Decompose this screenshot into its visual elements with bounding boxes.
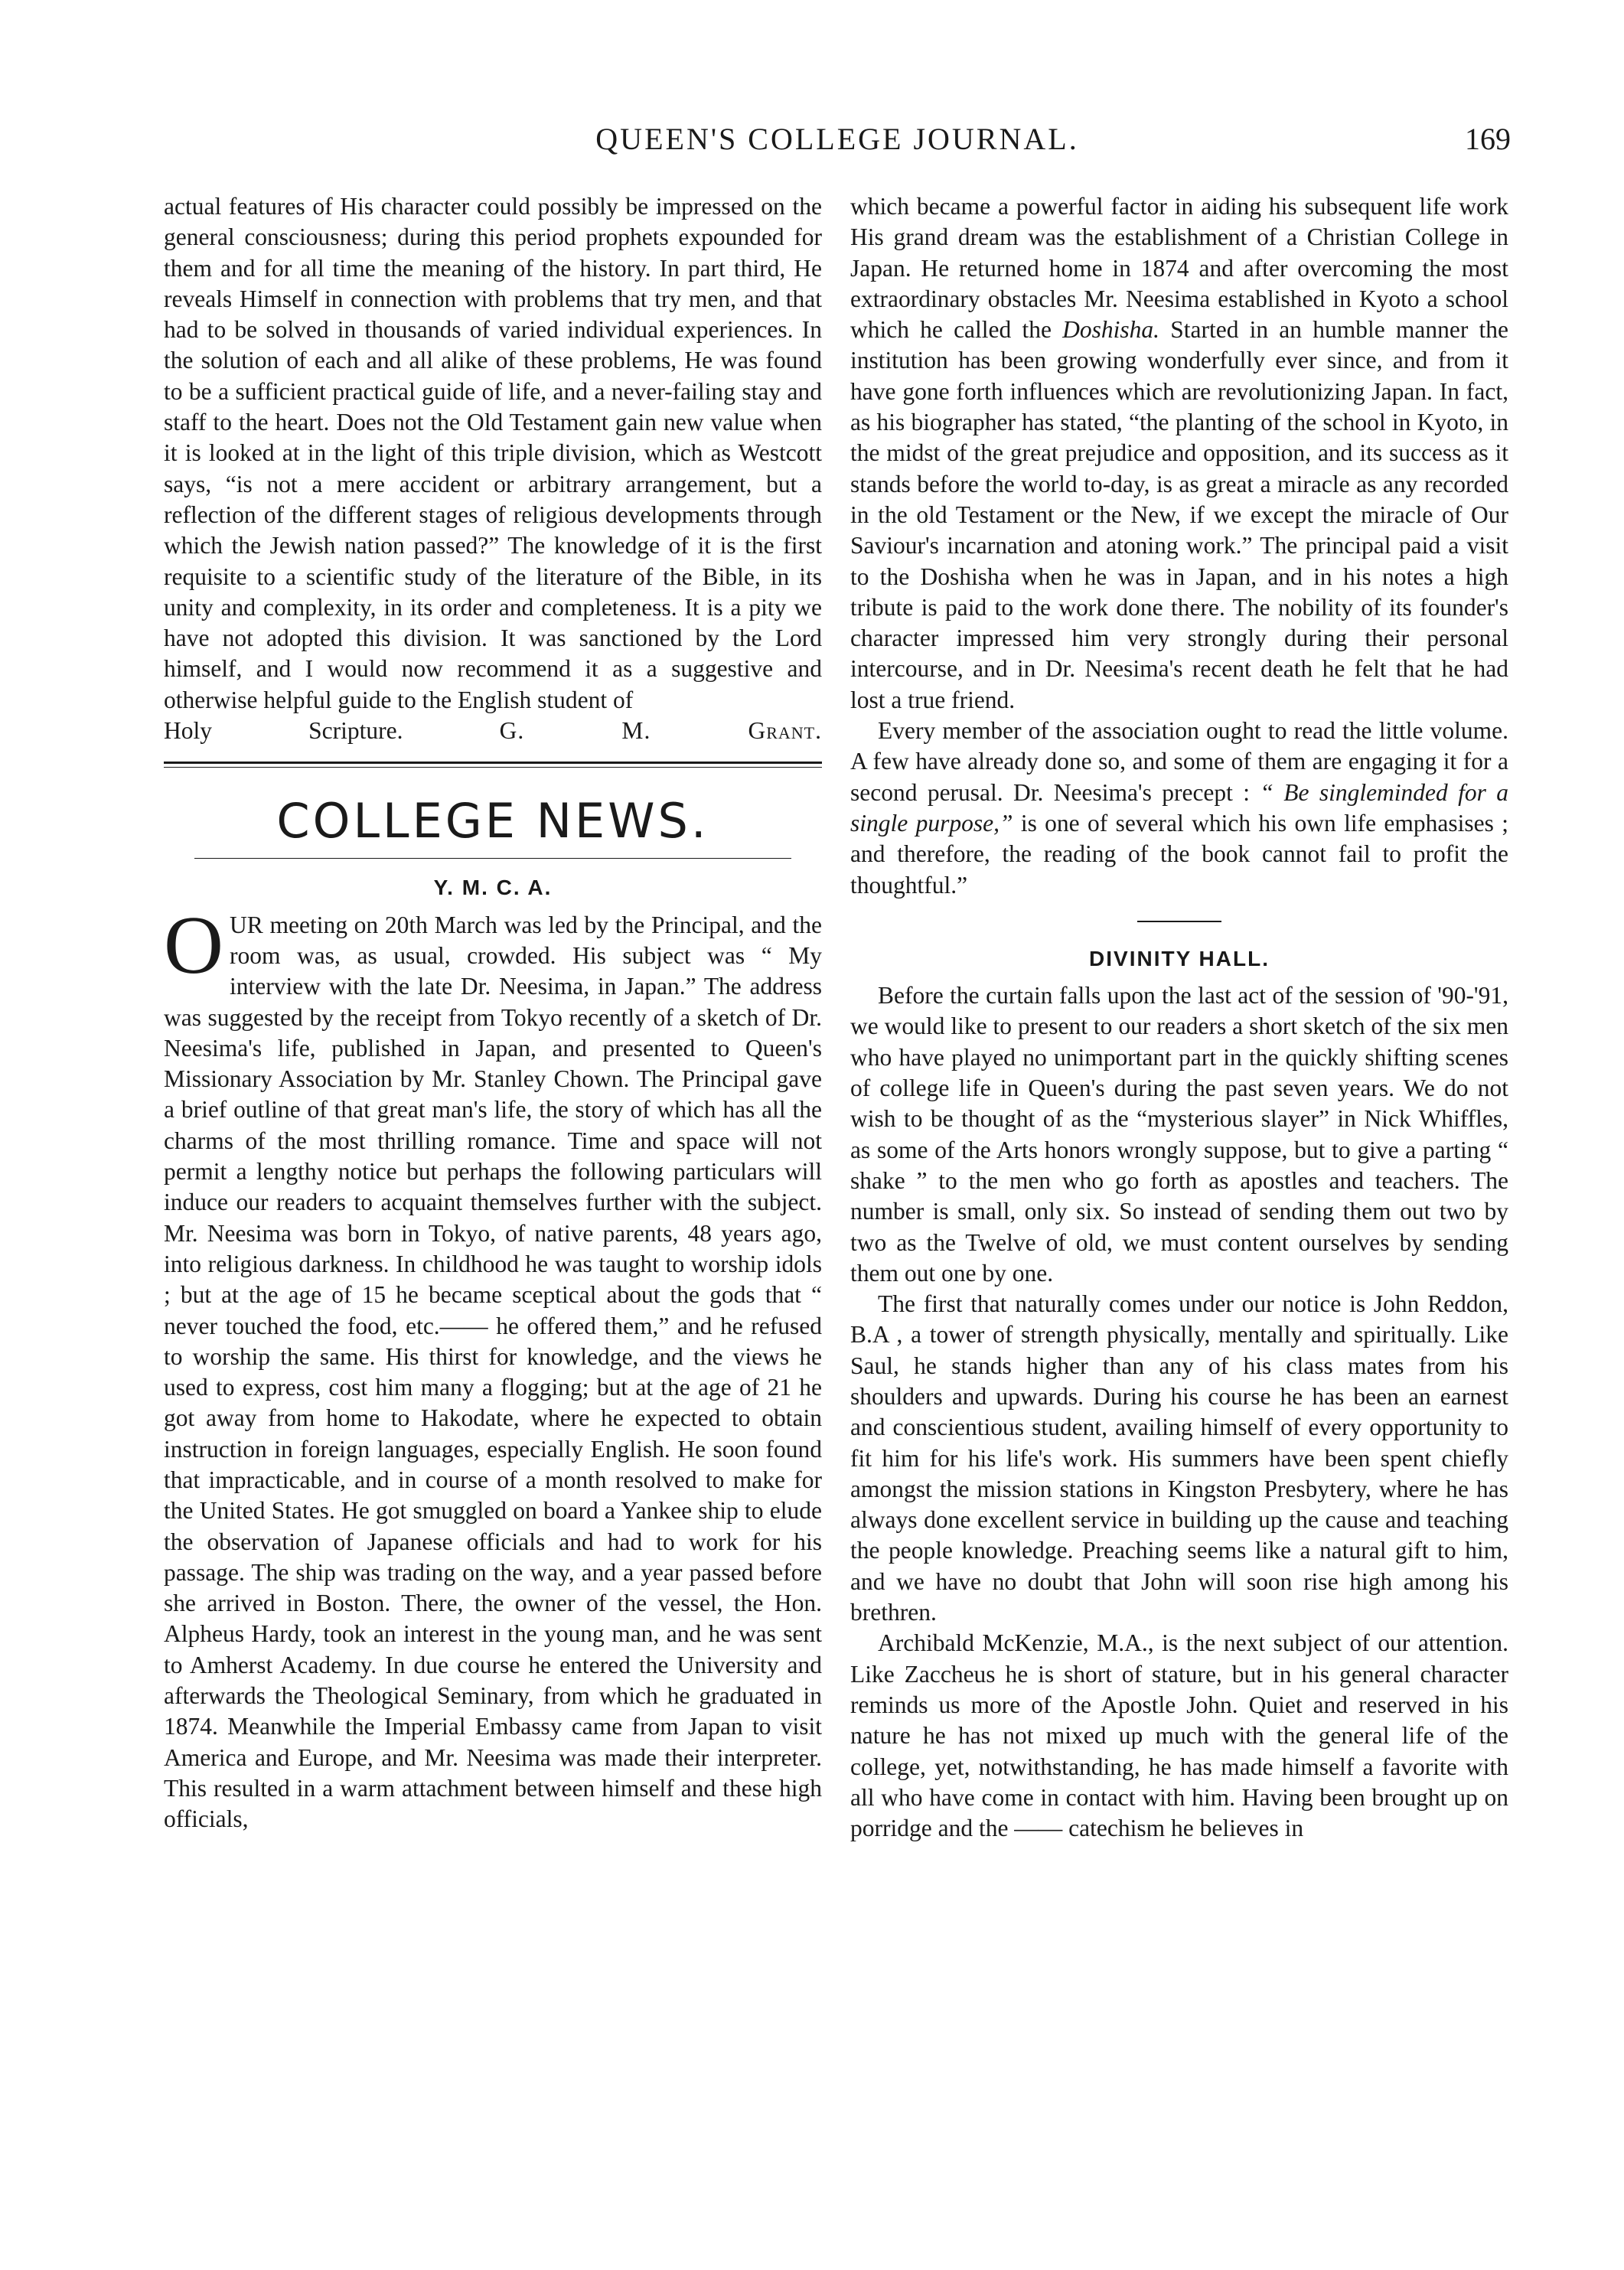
drop-cap: O — [164, 899, 223, 991]
school-name: Doshisha. — [1062, 316, 1160, 344]
divinity-paragraph: Archibald McKenzie, M.A., is the next subject of our attention. Like Zaccheus he is short of stature, but in his general character reminds us more of the Apostle John. Quiet and reserved in his nature he has not mixed up much with the general life of the college, yet, notwithstanding, he has made himself a favorite with all who have come in contact with him. Having been brought up on porridge and the —— catechism he believes in — [850, 1629, 1508, 1842]
divinity-hall-heading: DIVINITY HALL. — [1089, 946, 1270, 970]
left-column — [164, 191, 822, 1835]
divinity-paragraph: The first that naturally comes under our notice is John Reddon, B.A , a tower of strength physically, mentally and spiritually. Like Saul, he stands higher than any of his class mates from his shoulders and upwards. During his course he has been an earnest and conscientious student, availing himself of every opportunity to fit him for his life's work. His summers have been spent chiefly amongst the mission stations in Kingston Presbytery, where he has always done excellent service in building up the cause and teaching the people knowledge. Preaching seems like a natural gift to him, and we have no doubt that John will soon rise high among his brethren. — [850, 1290, 1508, 1626]
ymca-text-part: Started in an humble manner the institution has been growing wonderfully ever since, and from it have gone forth influences which are revolutionizing Japan. In fact, as his biographer has stated, “the planting of the school in Kyoto, in the midst of the great prejudice and opposition, and its success as it stands before the world to-day, is as great a miracle as any recorded in the old Testament or the New, if we except the miracle of Our Saviour's incarnation and atoning work.” The principal paid a visit to the Doshisha when he was in Japan, and in his notes a high tribute is paid to the work done there. The nobility of its founder's character impressed him very strongly during their personal intercourse, and in Dr. Neesima's recent death he felt that he had lost a true friend. — [850, 316, 1508, 713]
title-underline — [194, 858, 791, 859]
section-divider — [164, 762, 822, 768]
journal-title: QUEEN'S COLLEGE JOURNAL. — [595, 122, 1079, 156]
ymca-text-part: which became a powerful factor in aiding his subsequent life work His grand dream was the establishment of a Christian College in Japan. He returned home in 1874 and after overcoming the most extraordinary obstacles Mr. Neesima established in Kyoto a school which he called the — [850, 193, 1508, 344]
ymca-text-part: is one of several which his own life emphasises ; and therefore, the reading of the book cannot fail to profit the thoughtful.” — [850, 809, 1508, 899]
ymca-final-paragraph — [850, 716, 1508, 901]
right-column — [850, 191, 1508, 1844]
ymca-text-part: Every member of the association ought to read the little volume. A few have already done so, and some of them are engaging it for a second perusal. Dr. Neesima's precept : — [850, 717, 1508, 806]
precept-quote: “ Be singleminded for a single purpose,” — [850, 778, 1509, 837]
continued-article-text: actual features of His character could possibly be impressed on the general consciousness; during this period prophets expounded for them and for all time the meaning of the history. In part third, He reveals Himself in connection with problems that try men, and that had to be solved in thousands of varied individual experiences. In the solution of each and all alike of these problems, He was found to be a sufficient practical guide of life, and a never-failing stay and staff to the heart. Does not the Old Testament gain new value when it is looked at in the light of this triple division, which as Westcott says, “is not a mere accident or arbitrary arrangement, but a reflection of the different stages of religious developments through which the Jewish nation passed?” The knowledge of it is the first requisite to a scientific study of the literature of the Bible, in its unity and complexity, in its order and completeness. It is a pity we have not adopted this division. It was sanctioned by the Lord himself, and I would now recommend it as a suggestive and otherwise helpful guide to the English student of — [164, 193, 822, 713]
closing-words: Holy Scripture. — [164, 717, 403, 745]
page-number: 169 — [1465, 122, 1511, 156]
author-signature: G. M. Grant. — [499, 717, 822, 745]
ymca-body: UR meeting on 20th March was led by the Principal, and the room was, as usual, crowded. His subject was “ My interview with the late Dr. Neesima, in Japan.” The address was suggested by the receipt from Tokyo recently of a sketch of Dr. Neesima's life, published in Japan, and presented to Queen's Missionary Association by Mr. Stanley Chown. The Principal gave a brief outline of that great man's life, the story of which has all the charms of the most thrilling romance. Time and space will not permit a lengthy notice but perhaps the following particulars will induce our readers to acquaint themselves further with the subject. Mr. Neesima was born in Tokyo, of native parents, 48 years ago, into religious darkness. In childhood he was taught to worship idols ; but at the age of 15 he became sceptical about the gods that “ never touched the food, etc.—— he offered them,” and he refused to worship the same. His thirst for knowledge, and the views he used to express, cost him many a flogging; but at the age of 21 he got away from home to Hakodate, where he expected to obtain instruction in foreign languages, especially English. He soon found that impracticable, and in course of a month resolved to make for the United States. He got smuggled on board a Yankee ship to elude the observation of Japanese officials and had to work for his passage. The ship was trading on the way, and a year passed before she arrived in Boston. There, the owner of the vessel, the Hon. Alpheus Hardy, took an interest in the young man, and he was sent to Amherst Academy. In due course he entered the University and afterwards the Theological Seminary, from which he graduated in 1874. Meanwhile the Imperial Embassy came from Japan to visit America and Europe, and Mr. Neesima was made their interpreter. This resulted in a warm attachment between himself and these high officials, — [164, 911, 822, 1833]
running-head — [164, 121, 1511, 167]
divinity-paragraph: Before the curtain falls upon the last act of the session of '90-'91, we would like to present to our readers a short sketch of the six men who have played no unimportant part in the quickly shifting scenes of college life in Queen's during the past seven years. We do not wish to be thought of as the “mysterious slayer” in Nick Whiffles, as some of the Arts honors wrongly suppose, but to give a parting “ shake ” to the men who go forth as apostles and teachers. The number is small, only six. So instead of sending them out two by two as the Twelve of old, we must content ourselves by sending them out one by one. — [850, 982, 1508, 1287]
ymca-heading: Y. M. C. A. — [433, 876, 553, 900]
article-separator — [1137, 921, 1221, 922]
ymca-continued — [850, 191, 1508, 716]
section-title: COLLEGE NEWS. — [276, 793, 709, 850]
ymca-article — [164, 899, 822, 1835]
article-closing-line — [164, 716, 822, 746]
